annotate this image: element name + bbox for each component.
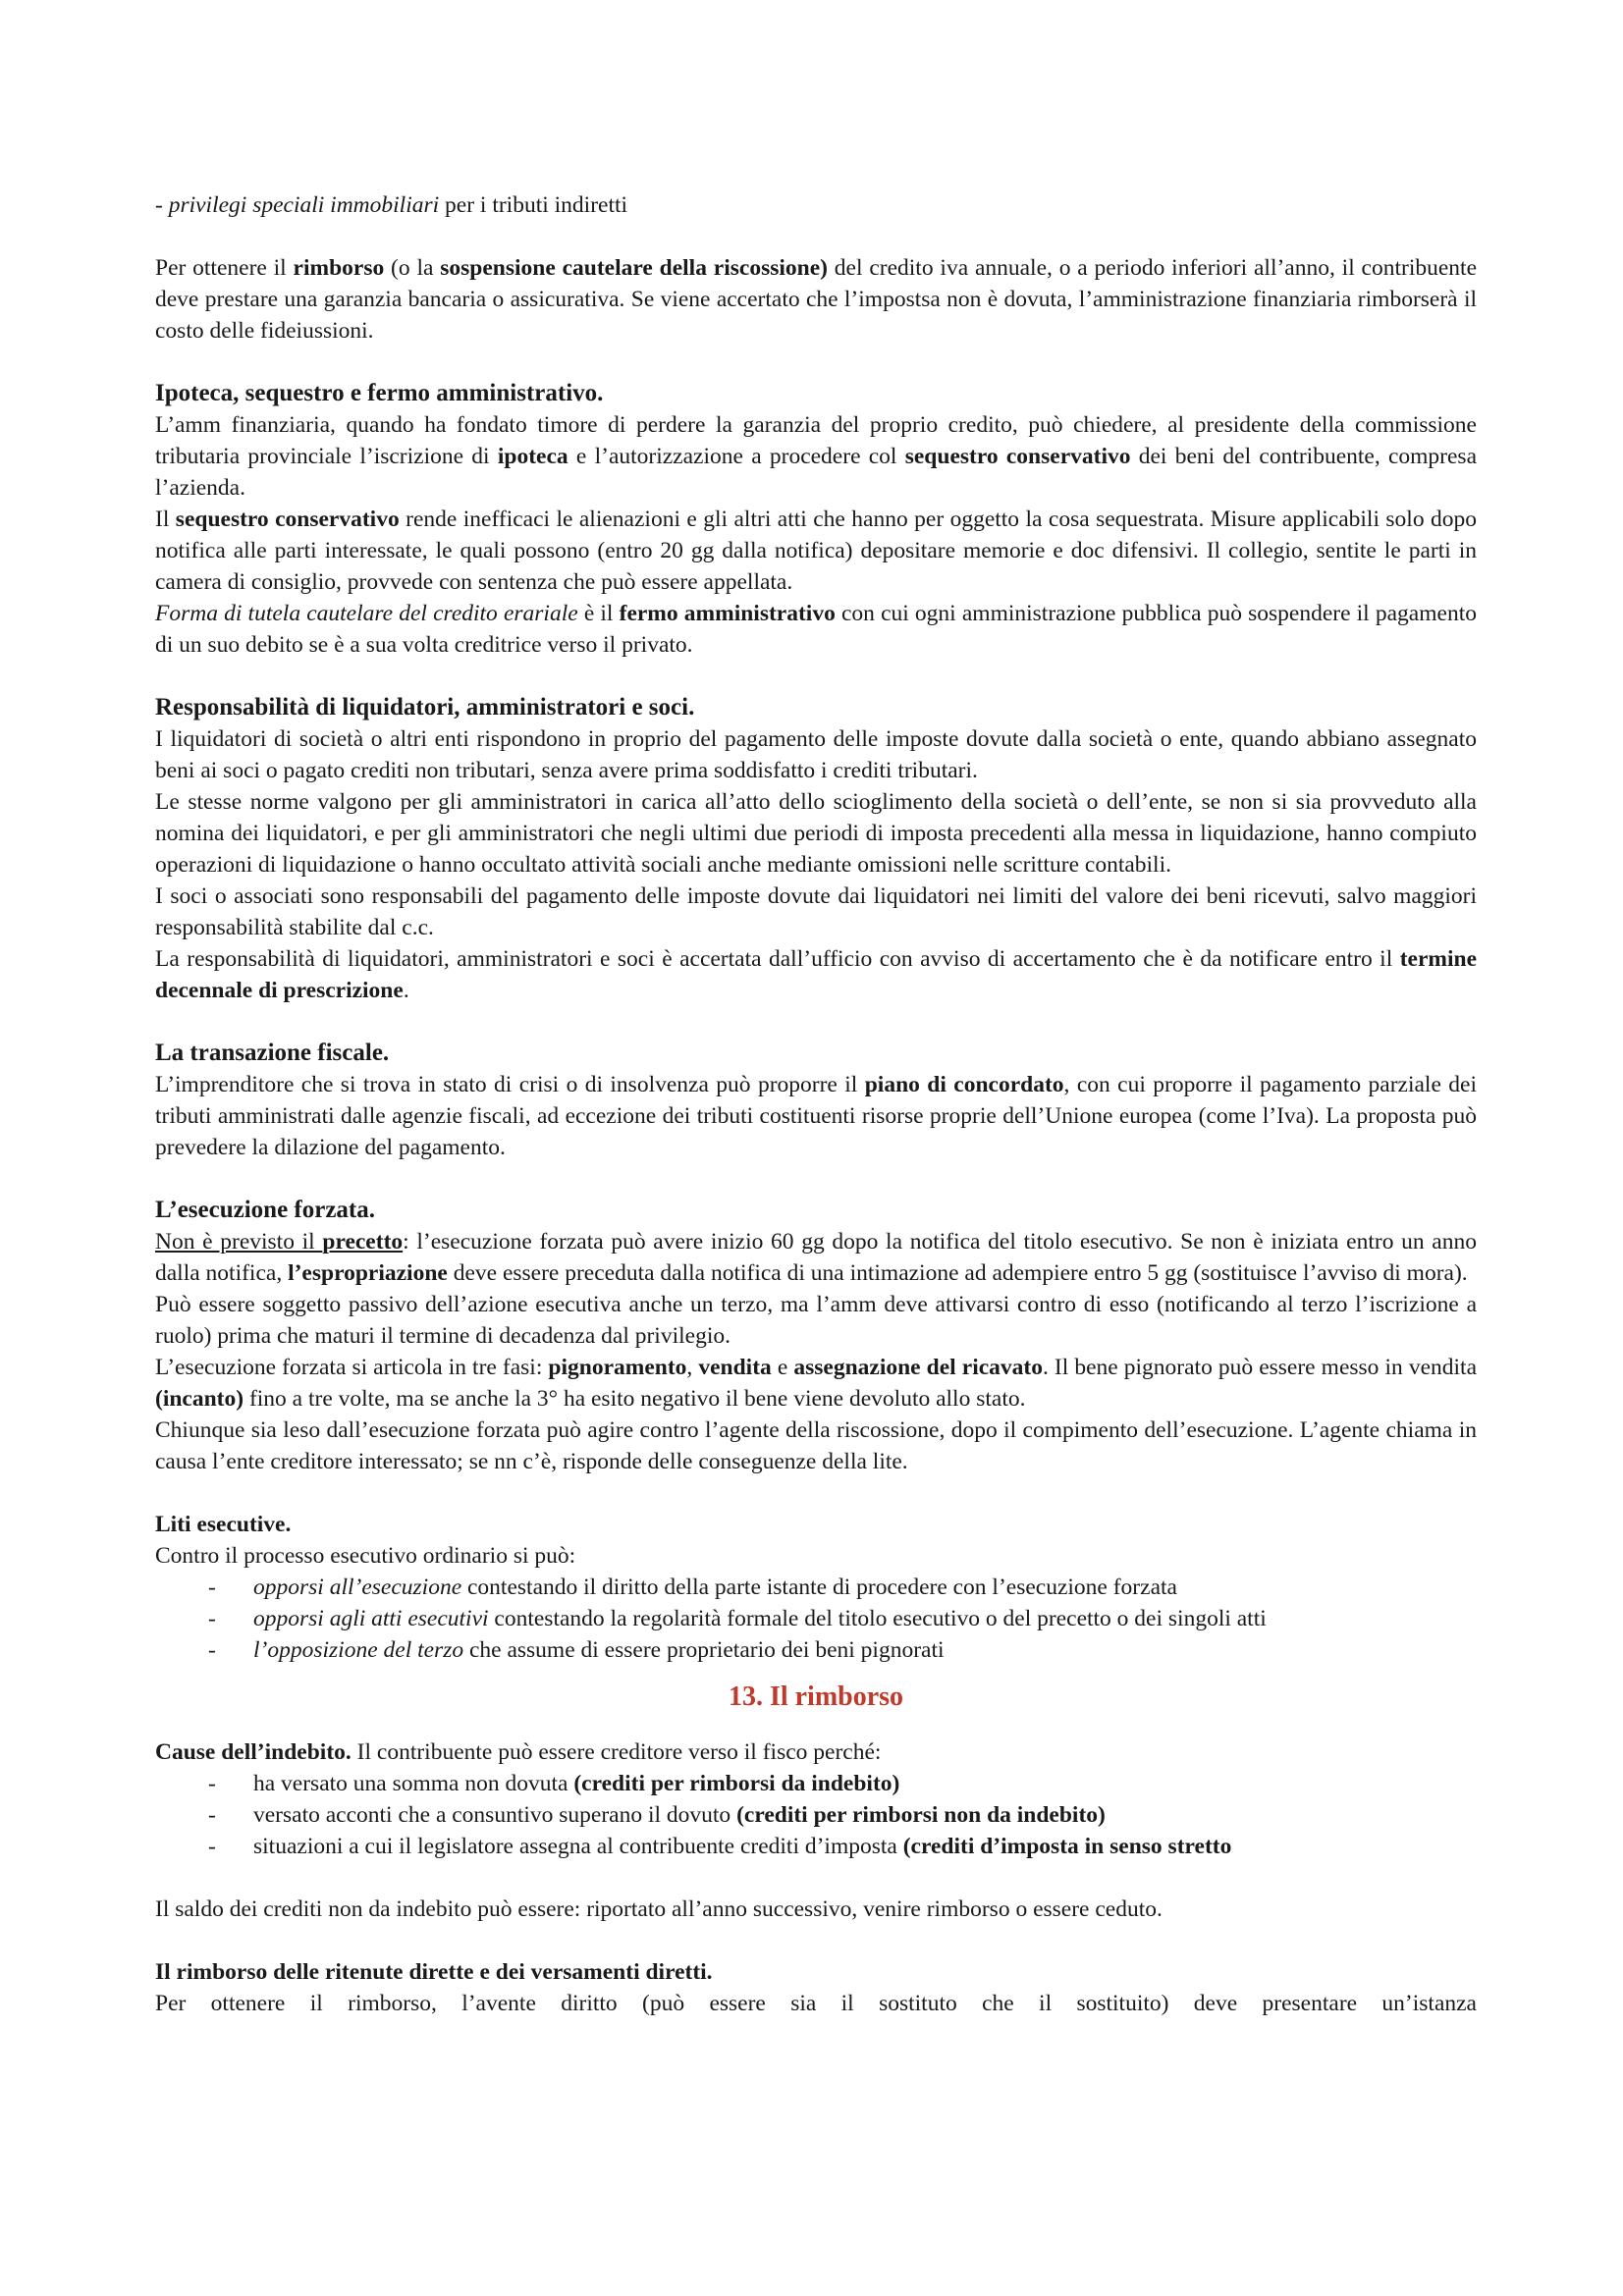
section-heading-ipoteca: Ipoteca, sequestro e fermo amministrativo. [155,380,604,406]
responsabilita-paragraph-2: Le stesse norme valgono per gli amministratori in carica all’atto dello scioglimento della società o dell’ente, se non si sia provveduto alla nomina dei liquidatori, e per gli amministratori che negli ultimi due periodi di imposta precedenti alla messa in liquidazione, hanno compiuto operazioni di liquidazione o hanno occultato attività sociali anche mediante omissioni nelle scritture contabili. [155,789,1477,878]
section-heading-esecuzione: L’esecuzione forzata. [155,1197,376,1223]
ipoteca-paragraph-3: Forma di tutela cautelare del credito erariale è il fermo amministrativo con cui ogni amministrazione pubblica può sospendere il pagamento di un suo debito se è a sua volta creditrice verso il privato. [155,601,1477,658]
esecuzione-paragraph-1: Non è previsto il precetto: l’esecuzione forzata può avere inizio 60 gg dopo la notifica del titolo esecutivo. Se non è iniziata entro un anno dalla notifica, l’espropriazione deve essere preceduta dalla notifica di una intimazione ad adempiere entro 5 gg (sostituisce l’avviso di mora). [155,1229,1477,1286]
transazione-paragraph: L’imprenditore che si trova in stato di crisi o di insolvenza può proporre il piano di concordato, con cui proporre il pagamento parziale dei tributi amministrati dalle agenzie fiscali, ad eccezione dei tributi costituenti risorse proprie dell’Unione europea (come l’Iva). La proposta può prevedere la dilazione del pagamento. [155,1072,1477,1160]
ritenute-paragraph: Per ottenere il rimborso, l’avente diritto (può essere sia il sostituto che il sostituito) deve presentare un’istanza [155,1991,1477,2016]
list-item: - versato acconti che a consuntivo superano il dovuto (crediti per rimborsi non da indebito) [155,1799,1477,1831]
responsabilita-paragraph-1: I liquidatori di società o altri enti rispondono in proprio del pagamento delle imposte dovute dalla società o ente, quando abbiano assegnato beni ai soci o pagato crediti non tributari, senza avere prima soddisfatto i crediti tributari. [155,726,1477,783]
esecuzione-paragraph-3: L’esecuzione forzata si articola in tre fasi: pignoramento, vendita e assegnazione del ricavato. Il bene pignorato può essere messo in vendita (incanto) fino a tre volte, ma se anche la 3° ha esito negativo il bene viene devoluto allo stato. [155,1355,1477,1412]
section-heading-ritenute: Il rimborso delle ritenute dirette e dei versamenti diretti. [155,1959,713,1985]
esecuzione-paragraph-2: Può essere soggetto passivo dell’azione esecutiva anche un terzo, ma l’amm deve attivarsi contro di esso (notificando al terzo l’iscrizione a ruolo) prima che maturi il termine di decadenza dal privilegio. [155,1292,1477,1349]
liti-intro: Contro il processo esecutivo ordinario si può: [155,1543,576,1569]
chapter-title: 13. Il rimborso [728,1682,904,1712]
intro-dash-line: - privilegi speciali immobiliari per i tributi indiretti [155,192,628,218]
cause-list [155,1768,1477,1862]
section-heading-liti: Liti esecutive. [155,1512,292,1537]
liti-list [155,1572,1477,1666]
ipoteca-paragraph-1: L’amm finanziaria, quando ha fondato timore di perdere la garanzia del proprio credito, può chiedere, al presidente della commissione tributaria provinciale l’iscrizione di ipoteca e l’autorizzazione a procedere col sequestro conservativo dei beni del contribuente, compresa l’azienda. [155,412,1478,501]
intro-paragraph: Per ottenere il rimborso (o la sospensione cautelare della riscossione) del credito iva annuale, o a periodo inferiori all’anno, il contribuente deve prestare una garanzia bancaria o assicurativa. Se viene accertato che l’impostsa non è dovuta, l’amministrazione finanziaria rimborserà il costo delle fideiussioni. [155,255,1478,344]
responsabilita-paragraph-3: I soci o associati sono responsabili del pagamento delle imposte dovute dai liquidatori nei limiti del valore dei beni ricevuti, salvo maggiori responsabilità stabilite dal c.c. [155,883,1477,940]
document-page [155,189,1477,2019]
responsabilita-paragraph-4: La responsabilità di liquidatori, amministratori e soci è accertata dall’ufficio con avviso di accertamento che è da notificare entro il termine decennale di prescrizione. [155,946,1477,1003]
section-heading-transazione: La transazione fiscale. [155,1040,390,1066]
list-item: - l’opposizione del terzo che assume di essere proprietario dei beni pignorati [155,1634,1477,1666]
ipoteca-paragraph-2: Il sequestro conservativo rende inefficaci le alienazioni e gli altri atti che hanno per oggetto la cosa sequestrata. Misure applicabili solo dopo notifica alle parti interessate, le quali possono (entro 20 gg dalla notifica) depositare memorie e doc difensivi. Il collegio, sentite le parti in camera di consiglio, provvede con sentenza che può essere appellata. [155,507,1478,595]
list-item: - ha versato una somma non dovuta (crediti per rimborsi da indebito) [155,1768,1477,1799]
list-item: - situazioni a cui il legislatore assegna al contribuente crediti d’imposta (crediti d’imposta in senso stretto [155,1831,1477,1862]
section-heading-responsabilita: Responsabilità di liquidatori, amministratori e soci. [155,694,695,721]
cause-paragraph: Cause dell’indebito. Il contribuente può essere creditore verso il fisco perché: [155,1739,882,1765]
italic-term: privilegi speciali immobiliari [168,192,440,218]
esecuzione-paragraph-4: Chiunque sia leso dall’esecuzione forzata può agire contro l’agente della riscossione, dopo il compimento dell’esecuzione. L’agente chiama in causa l’ente creditore interessato; se nn c’è, risponde delle conseguenze della lite. [155,1417,1477,1474]
list-item: - opporsi all’esecuzione contestando il diritto della parte istante di procedere con l’esecuzione forzata [155,1572,1477,1603]
saldo-paragraph: Il saldo dei crediti non da indebito può essere: riportato all’anno successivo, venire rimborso o essere ceduto. [155,1896,1163,1922]
list-item: - opporsi agli atti esecutivi contestando la regolarità formale del titolo esecutivo o del precetto o dei singoli atti [155,1603,1477,1634]
